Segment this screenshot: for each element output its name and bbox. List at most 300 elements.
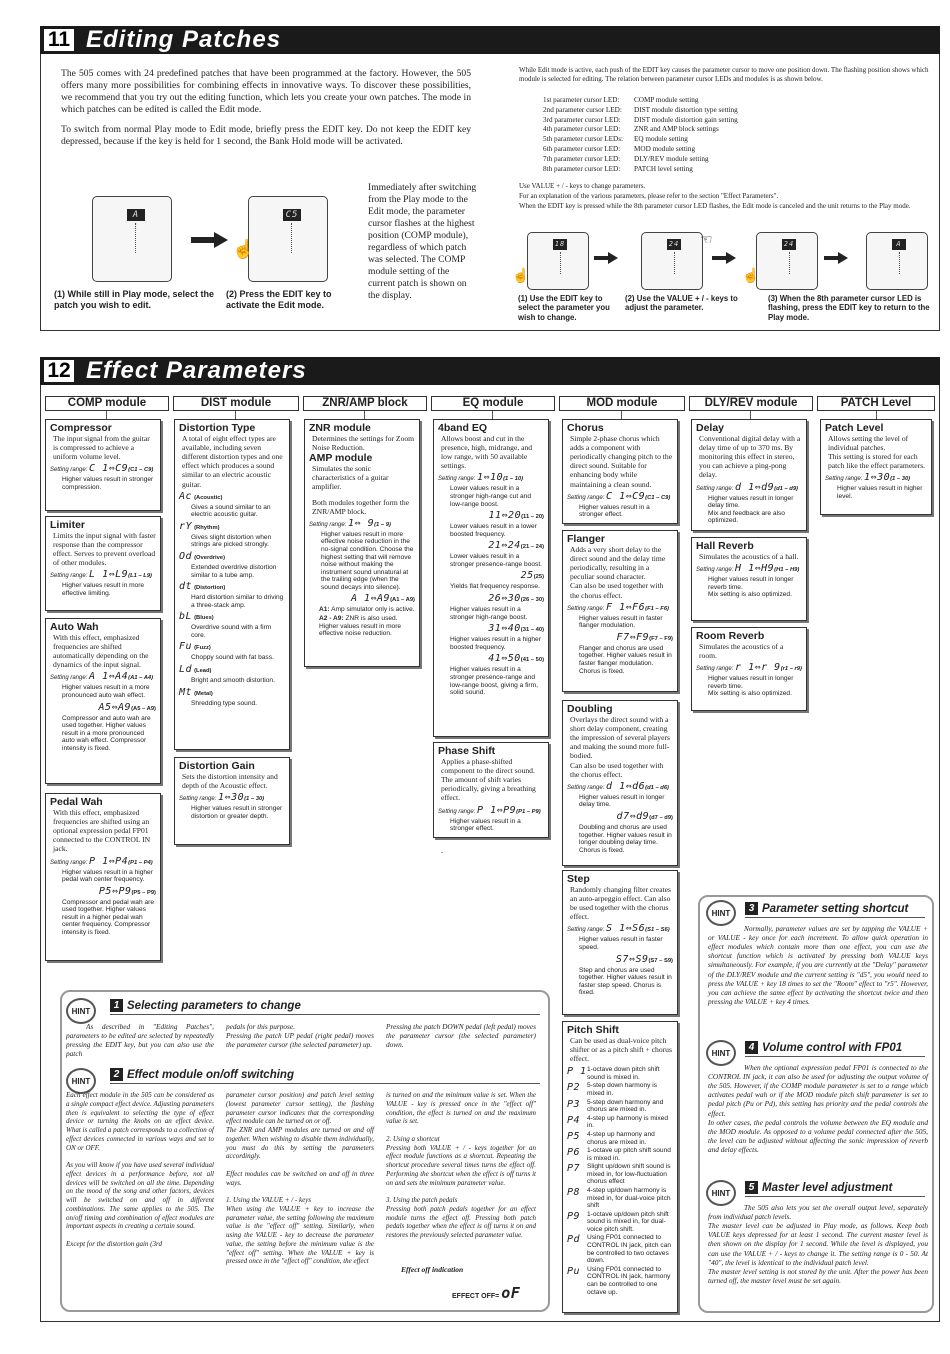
param-note: Higher values result in faster speed.: [579, 936, 663, 952]
pitch-desc: 1-octave down pitch shift sound is mixed in.: [587, 1066, 660, 1081]
lcd-value: P8: [567, 1187, 581, 1198]
type-desc: Hard distortion similar to driving a three-stack amp.: [191, 594, 284, 609]
setting-range: Setting range: S 1⇔S6(S1 – S6): [567, 923, 670, 935]
param-note: Step and chorus are used together. Higher values result in faster step speed. Chorus is fixed.: [579, 966, 672, 997]
lcd-value: P3: [567, 1098, 581, 1110]
hint-logo: HINT: [706, 1180, 736, 1206]
type-desc: Gives a sound similar to an electric acoustic guitar.: [191, 503, 271, 519]
right-explanation: For an explanation of the various parameters, please refer to the section "Effect Parameters".: [519, 192, 779, 200]
range-label: (A1 – A4): [128, 675, 154, 682]
param-title: Doubling: [567, 703, 613, 715]
pitch-desc: 4-step up/down harmony is mixed in, for dual-voice pitch shift: [587, 1187, 671, 1210]
cursor-leds: [291, 223, 293, 253]
range-label: (26 – 30): [520, 597, 544, 604]
effect-off-title: Effect off indication: [401, 1265, 464, 1274]
param-box-distortion-type: [174, 419, 290, 750]
param-box-pitch-shift: [562, 1021, 678, 1313]
param-box-distortion-gain: [174, 757, 290, 845]
range-label: (S7 – S9): [648, 957, 673, 964]
type-name: (Acoustic): [194, 494, 223, 501]
param-title: ZNR module: [309, 422, 371, 434]
param-box-phase-shift: [433, 742, 549, 838]
param-desc: Limits the input signal with faster response than the compressor effect. Serves to prevent overload of other modules.: [53, 531, 156, 568]
param-note: Higher values result in longer reverb time. Mix setting is also optimized.: [708, 675, 794, 698]
lcd-value: rY: [179, 520, 193, 532]
pitch-item: [567, 1147, 673, 1162]
hint-1-col-2: pedals for this purpose. Pressing the patch UP pedal (right pedal) moves the parameter cursor (the selected parameter) up.: [226, 1022, 374, 1050]
led-row: 5th parameter cursor LEDs: EQ module setting: [543, 135, 688, 144]
dist-type-item: [179, 611, 285, 639]
lcd-value: 1⇔ 9: [348, 517, 375, 529]
pitch-item: [567, 1266, 673, 1296]
param-title: Step: [567, 873, 590, 885]
range-label: (1 – 30): [890, 476, 911, 483]
hint-rule: [745, 1196, 925, 1197]
range-label: (L1 – L9): [128, 573, 152, 580]
lcd-value: dt: [179, 581, 193, 593]
param-box-chorus: [562, 419, 678, 524]
param-desc: Conventional digital delay with a delay time of up to 370 ms. By monitoring this effect in stereo, you can achieve a ping-pong delay.: [699, 434, 801, 480]
device-illustration-play-return: [866, 232, 928, 290]
param-note: Compressor and pedal wah are used together. Higher values result in a higher pedal wah center frequency. Compressor intensity is fixed.: [62, 898, 154, 937]
pitch-desc: Using FP01 connected to CONTROL IN jack, harmony can be controlled to one octave up.: [587, 1265, 671, 1296]
dist-type-item: [179, 521, 285, 549]
param-title: Compressor: [50, 422, 112, 434]
setting-range: Setting range: C 1⇔C9(C1 – C9): [50, 463, 154, 475]
type-desc: Overdrive sound with a firm core.: [191, 624, 272, 639]
param-title: Flanger: [567, 533, 605, 545]
param-note: Lower values result in a lower boosted frequency.: [450, 523, 537, 538]
param-note: Higher values result in higher level.: [837, 485, 923, 501]
type-name: (Metal): [194, 690, 213, 697]
setting-range: Setting range: A 1⇔A4(A1 – A4): [50, 671, 154, 683]
range-label: (P1 – P9): [516, 808, 541, 815]
lcd-value: S 1⇔S6: [606, 923, 646, 935]
range-label: (41 – 50): [520, 657, 544, 664]
param-note: Yields flat frequency response.: [450, 583, 540, 591]
range-label: (F7 – F9): [649, 635, 673, 642]
hint-logo: HINT: [66, 1068, 96, 1094]
param-title: Room Reverb: [696, 630, 765, 642]
dist-type-item: [179, 551, 285, 579]
device-display: A 1: [892, 239, 906, 250]
lcd-value: 41⇔50: [488, 653, 521, 665]
hint-4-text: When the optional expression pedal FP01 is connected to the CONTROL IN jack, it can also be used for adjusting the output volume of the 505. However, if the COMP module parameter is set to a range which activates pedal wah or if the MOD module pitch shift parameter is set to pedal pitch (Pu or Pd), this setting has priority and the pedal controls the effect. In other cases, the pedal controls the volume between the EQ module and the MOD module. As opposed to a volume pedal connected after the 505, the level can be adjusted without affecting the sonic impression of reverb and delay effects.: [708, 1063, 928, 1154]
lcd-value: C 1⇔C9: [606, 490, 646, 502]
param-title: Distortion Gain: [179, 760, 255, 772]
column-rule: [621, 411, 622, 419]
lcd-value: Pu: [567, 1265, 581, 1277]
range-label: (d1 – d9): [774, 485, 798, 492]
setting-range-2: [567, 954, 673, 966]
pitch-item: [567, 1066, 673, 1081]
param-note: Higher values result in stronger distortion or greater depth.: [191, 805, 283, 820]
param-desc: Both modules together form the ZNR/AMP block.: [312, 497, 410, 516]
setting-range: Setting range: F 1⇔F6(F1 – F6): [567, 601, 669, 613]
param-desc: Applies a phase-shifted component to the direct sound. The amount of shift varies periodically, giving a breathing effect.: [441, 757, 536, 803]
range-label: (P1 – P4): [128, 859, 153, 866]
type-name: (Overdrive): [194, 554, 226, 561]
param-box-patch-level: [820, 419, 932, 515]
range-label: (1 – 9): [374, 521, 391, 528]
param-title: 4band EQ: [438, 422, 488, 434]
lcd-value: d 1⇔d6: [606, 780, 646, 792]
hand-pointer-icon: ☝: [232, 239, 255, 259]
lcd-value: F7⇔F9: [616, 631, 650, 643]
hint-2-col-3: is turned on and the minimum value is set. When the VALUE - key is pressed once in the "effect off" condition, the effect is turned on and the maximum value is set. 2. Using a shortcut Pressing both VALUE + / - keys together for an effect module functions as a shortcut. Repeating the shortcut procedure several times turns the effect off. Performing the shortcut when the effect is off turns it on and sets the minimum parameter value. 3. Using the patch pedals Pressing both patch pedals together for an effect module turns the effect off. Pressing both patch pedals together when the effect is off turns it on and restores the previously selected parameter value.: [386, 1091, 536, 1239]
type-name: (Blues): [194, 615, 214, 622]
lcd-value: d7⇔d9: [616, 810, 650, 822]
section-title: Effect Parameters: [86, 357, 307, 384]
setting-range: Setting range: d 1⇔d6(d1 – d6): [567, 780, 669, 792]
lcd-value: 1⇔30: [218, 792, 245, 804]
param-note: Lower values result in a stronger presence-range boost.: [450, 553, 543, 568]
setting-range: Setting range: d 1⇔d9(d1 – d9): [696, 481, 798, 493]
led-row: 8th parameter cursor LED: PATCH level setting: [543, 164, 693, 173]
lcd-value: r 1⇔r 9: [735, 662, 781, 674]
lcd-value: 11⇔20: [488, 510, 522, 522]
effect-off-display: EFFECT OFF= oF: [452, 1284, 521, 1302]
param-title: Limiter: [50, 519, 86, 531]
type-desc: Gives slight distortion when strings are picked strongly.: [191, 533, 272, 549]
lcd-value: P 1: [567, 1066, 587, 1078]
device-display: A 1: [127, 209, 145, 221]
setting-range-2: [50, 886, 156, 898]
pitch-item: [567, 1082, 673, 1097]
setting-range-2: [567, 632, 673, 644]
lcd-value: oF: [501, 1284, 521, 1302]
cursor-leds: [789, 252, 791, 274]
pitch-item: [567, 1131, 673, 1146]
type-name: (Lead): [194, 668, 212, 675]
cursor-leds: [674, 252, 676, 274]
lcd-value: P6: [567, 1147, 581, 1159]
setting-range: Setting range: P 1⇔P4(P1 – P4): [50, 855, 153, 867]
param-note: Higher values result in longer reverb time. Mix setting is also optimized.: [708, 576, 794, 599]
pitch-desc: Using FP01 connected to CONTROL IN jack, pitch can be controlled to two octaves down.: [587, 1234, 672, 1265]
pitch-desc: Slight up/down shift sound is mixed in, for low-fluctuation chorus effect: [587, 1163, 671, 1186]
param-title: Chorus: [567, 422, 604, 434]
eq-range: [438, 653, 544, 665]
side-paragraph: Immediately after switching from the Play mode to the Edit mode, the parameter cursor flashes at the highest position (COMP module), regardless of which patch was selected. The COMP module setting of the current patch is shown on the display.: [368, 182, 477, 301]
module-header-mod: MOD module: [559, 396, 685, 411]
hint-rule: [745, 1056, 925, 1057]
led-row: 7th parameter cursor LED: DLY/REV module setting: [543, 154, 709, 163]
param-desc: Randomly changing filter creates an auto-arpeggio effect. Can also be used together with the chorus effect.: [570, 885, 672, 922]
right-caption-3: (3) When the 8th parameter cursor LED is flashing, press the EDIT key to return to the Play mode.: [768, 294, 930, 322]
right-intro: While Edit mode is active, each push of the EDIT key causes the parameter cursor to move one position down. The flashing position shows which module is selected for editing. The relation between parameter cursor LEDs and modules is as shown below.: [519, 66, 929, 84]
right-caption-1: (1) Use the EDIT key to select the parameter you wish to change.: [518, 294, 610, 322]
param-box-hall-reverb: [691, 537, 807, 621]
device-display: 24: [668, 240, 680, 248]
module-header-patch-level: PATCH Level: [817, 396, 935, 411]
hint-5-text: The 505 also lets you set the overall output level, separately from individual patch levels. The master level can be adjusted in Play mode, as follows. Keep both VALUE keys depressed for at least 1 second. The current master level is then shown on the display for 1 second. While the level is displayed, you can use the VALUE + / - keys to change it. The setting range is 0 - 50. At "40", the level is identical to the individual patch level. The master level setting is not stored by the unit. After the power has been turned off, the master level must be set again.: [708, 1203, 928, 1285]
type-name: (Rhythm): [194, 524, 220, 531]
param-box-pedal-wah: [45, 793, 161, 961]
lcd-value: d 1⇔d9: [735, 481, 775, 493]
pitch-desc: 1-octave up/down pitch shift sound is mixed in, for dual-voice pitch shift.: [587, 1210, 669, 1233]
section-number: 12: [44, 360, 74, 382]
param-note: Higher values result in a higher boosted frequency.: [450, 636, 541, 651]
eq-range: [438, 623, 544, 635]
lcd-value: 25: [520, 570, 534, 582]
param-desc: With this effect, emphasized frequencies are shifted automatically depending on the dynamics of the input signal.: [53, 633, 149, 670]
param-note: Higher values result in faster flanger modulation.: [579, 614, 663, 630]
hint-2-col-1: Each effect module in the 505 can be considered as a single compact effect device. Adjusting parameters then is equivalent to selecting the type of effect device or turning the knobs on an effect device. What is called a patch corresponds to a collection of effect devices connected in various ways and set to ON or OFF. As you will know if you have used several individual effect devices in a performance before, not all devices will be switched on all the time. Depending on the mood of the song and other factors, devices will be switched on and off in different combinations. The same applies to the 505. The on/off timing and combination of effect modules are important aspects in creating a certain sound. Except for the distortion gain (3rd: [66, 1091, 214, 1248]
range-label: (d1 – d6): [645, 784, 669, 791]
param-title: Phase Shift: [438, 745, 496, 757]
cursor-leds: [135, 223, 137, 253]
param-desc: Can be used as dual-voice pitch shifter or as a pitch shift + chorus effect.: [570, 1036, 672, 1064]
device-illustration-select: [527, 232, 589, 290]
led-table: [543, 96, 843, 174]
param-note: Higher values result in stronger compression.: [62, 476, 154, 491]
dist-type-item: [179, 687, 285, 708]
lcd-value: 21⇔24: [488, 540, 521, 552]
param-box-limiter: [45, 516, 161, 611]
setting-range: Setting range: 1⇔10(1 – 10): [438, 472, 524, 484]
param-title: Hall Reverb: [696, 540, 754, 552]
intro-paragraph-2: To switch from normal Play mode to Edit mode, briefly press the EDIT key. Do not keep the EDIT key depressed, because if the key is held for 1 second, the Bank Hold mode will be activated.: [61, 124, 471, 147]
param-note: Higher values result in more effective noise reduction in the no-signal condition. Choose the highest setting that will remove noise without making the instrument sound unnatural at the trailing edge (when the sound decays into silence).: [321, 530, 414, 591]
param-note: A1: Amp simulator only is active.: [319, 606, 415, 614]
led-row: 2nd parameter cursor LED: DIST module distortion type setting: [543, 105, 738, 114]
dist-type-item: [179, 581, 285, 609]
hint-1-col-1: As described in "Editing Patches", parameters to be edited are selected by repeatedly pressing the EDIT key, but you can also use the patch: [66, 1022, 214, 1059]
lcd-value: P4: [567, 1114, 581, 1126]
param-desc: The input signal from the guitar is compressed to achieve a uniform volume level.: [53, 434, 150, 462]
eq-range: [438, 570, 544, 582]
lcd-value: 31⇔40: [488, 623, 521, 635]
param-box-4band-eq: [433, 419, 549, 737]
param-desc: Determines the settings for Zoom Noise Reduction.: [312, 434, 415, 453]
param-desc: Simulates the sonic characteristics of a guitar amplifier.: [312, 464, 389, 492]
lcd-value: S7⇔S9: [615, 953, 649, 965]
param-desc: With this effect, emphasized frequencies are shifted using an optional expression pedal FP01 connected to the CONTROL IN jack.: [53, 808, 151, 854]
setting-range: Setting range: r 1⇔r 9(r1 – r9): [696, 662, 802, 674]
range-label: (25): [533, 574, 544, 581]
param-note: Compressor and auto wah are used together. Higher values result in a more pronounced auto wah effect. Compressor intensity is fixed.: [62, 714, 151, 752]
type-name: (Fuzz): [194, 645, 211, 652]
cursor-leds: [560, 252, 562, 274]
param-desc: Simple 2-phase chorus which adds a component with periodically changing pitch to the direct sound. Suitable for enhancing body while maintaining a clean sound.: [570, 434, 673, 489]
module-header-eq: EQ module: [431, 396, 555, 411]
lcd-value: 1⇔30: [864, 472, 891, 484]
setting-range-2: [567, 811, 673, 823]
type-desc: Shredding type sound.: [191, 699, 257, 707]
section-12-header: [40, 357, 940, 385]
pitch-desc: 4-step up harmony and chorus are mixed in.: [587, 1130, 655, 1146]
range-label: (C1 – C9): [645, 494, 671, 501]
right-caption-2: (2) Use the VALUE + / - keys to adjust the parameter.: [625, 294, 738, 313]
lcd-value: F 1⇔F6: [606, 601, 646, 613]
param-box-flanger: [562, 530, 678, 692]
lcd-value: Pd: [567, 1234, 581, 1246]
setting-range: Setting range: L 1⇔L9(L1 – L9): [50, 569, 152, 581]
column-rule: [492, 411, 493, 419]
hint-1-col-3: Pressing the patch DOWN pedal (left pedal) moves the parameter cursor (the selected parameter) down.: [386, 1022, 536, 1050]
cursor-leds: [899, 252, 901, 274]
type-name: (Distortion): [194, 585, 226, 592]
range-label: (H1 – H9): [774, 567, 800, 574]
range-label: (d7 – d9): [649, 814, 673, 821]
lcd-value: A 1⇔A4: [89, 671, 129, 683]
column-rule: [235, 411, 236, 419]
led-row: 4th parameter cursor LED: ZNR and AMP block settings: [543, 125, 719, 134]
column-rule: [750, 411, 751, 419]
eq-range: [438, 540, 544, 552]
range-label: (C1 – C9): [128, 467, 154, 474]
section-11-header: [40, 26, 940, 54]
stray-dot: .: [441, 846, 443, 855]
lcd-value: P7: [567, 1163, 581, 1175]
intro-paragraph-1: The 505 comes with 24 predefined patches that have been programmed at the factory. However, the 505 offers many more possibilities for combining effects in innovative ways. To discover these possibilities, we recommend that you try out the editing function, which lets you create your own patches. The mode in which patches can be edited is called the Edit mode.: [61, 68, 471, 115]
param-box-compressor: [45, 419, 161, 511]
param-box-step: [562, 870, 678, 1015]
param-note: Higher values result in a stronger effect.: [579, 503, 650, 519]
param-desc: Simulates the acoustics of a hall.: [699, 552, 799, 561]
param-note: Lower values result in a stronger high-range cut and low-range boost.: [450, 485, 532, 508]
hint-2-col-2: parameter cursor position) and patch level setting (lowest parameter cursor setting), the flashing parameter cursor indicates that the corresponding effect module can be turned on or off. The ZNR and AMP modules are turned on and off together. When wishing to disable them individually, you must do this by setting the parameters accordingly. Effect modules can be switched on and off in three ways. 1. Using the VALUE + / - keys When using the VALUE + key to increase the parameter value, the setting following the maximum value is the "effect off" setting. Similarly, when using the VALUE - key to decrease the parameter value, the setting before the minimum value is the "effect off" setting. When the VALUE + key is pressed once in the "effect off" condition, the effect: [226, 1091, 374, 1266]
lcd-value: Ac: [179, 490, 193, 502]
caption-step-1: (1) While still in Play mode, select the patch you wish to edit.: [54, 289, 215, 310]
hand-pointer-icon: ☜: [700, 233, 713, 248]
param-title: Delay: [696, 422, 725, 434]
device-illustration-adjust-2: [756, 232, 818, 290]
param-title: Pitch Shift: [567, 1024, 619, 1036]
param-note: Doubling and chorus are used together. Higher values result in longer doubling delay time. Chorus is fixed.: [579, 823, 672, 854]
device-display: 18: [554, 240, 566, 248]
param-desc: Sets the distortion intensity and depth of the Acoustic effect.: [182, 772, 278, 791]
lcd-value: A5⇔A9: [98, 701, 132, 713]
pitch-item: [567, 1187, 673, 1210]
param-desc: Allows setting the level of individual patches. This setting is stored for each patch like the effect parameters.: [828, 434, 926, 471]
param-note: Higher values result in a stronger presence-range and low-range boost, giving a firm, solid sound.: [450, 666, 538, 697]
column-rule: [876, 411, 877, 419]
param-desc: Overlays the direct sound with a short delay component, creating the impression of several players and making the sound more full-bodied. Can also be used together with the chorus effect.: [570, 715, 670, 779]
module-header-comp: COMP module: [45, 396, 169, 411]
hint-5-title: 5 Master level adjustment: [745, 1181, 892, 1195]
right-value-text: Use VALUE + / - keys to change parameters.: [519, 182, 646, 190]
setting-range: Setting range: 1⇔ 9(1 – 9): [309, 517, 391, 529]
hand-pointer-icon: ☝: [742, 269, 760, 284]
section-number: 11: [44, 29, 74, 51]
arrow-icon: [726, 252, 736, 264]
device-illustration-play: [92, 196, 172, 282]
param-note: Flanger and chorus are used together. Higher values result in faster flanger modulation. Chorus is fixed.: [579, 644, 672, 675]
pitch-desc: 4-step up harmony is mixed in.: [587, 1114, 668, 1130]
param-box-znr-amp: [304, 419, 420, 667]
range-label: (21 – 24): [520, 544, 544, 551]
hint-logo: HINT: [706, 1040, 736, 1066]
dist-type-item: [179, 641, 285, 662]
setting-range: Setting range: P 1⇔P9(P1 – P9): [438, 804, 541, 816]
hint-3-text: Normally, parameter values are set by tapping the VALUE + or VALUE - key once for each increment. To allow quick operation in effect modules which contain more than one effect, you can use the shortcut function which is activated by pressing both VALUE keys simultaneously. For example, if you are currently at the "Delay" parameter of the DLY/REV module and the current setting is "d5", you would need to press the VALUE + key 18 times to set the "Room" effect to "r5". However, you can achieve the same effect by activating the shortcut twice and then pressing the VALUE + key 4 times.: [708, 924, 928, 1006]
param-note: Higher values result in more effective limiting.: [62, 582, 145, 598]
dist-type-item: [179, 491, 285, 519]
range-label: (A5 – A9): [131, 705, 156, 712]
param-title: Distortion Type: [179, 422, 256, 434]
lcd-value: P 1⇔P4: [89, 855, 129, 867]
led-row: 6th parameter cursor LED: MOD module setting: [543, 144, 696, 153]
param-note: Higher values result in longer delay time. Mix and feedback are also optimized.: [708, 494, 794, 525]
range-label: (1 – 10): [503, 476, 524, 483]
param-box-delay: [691, 419, 807, 531]
range-label: (31 – 40): [520, 627, 544, 634]
setting-range: Setting range: H 1⇔H9(H1 – H9): [696, 563, 800, 575]
lcd-value: Mt: [179, 686, 193, 698]
range-label: (P5 – P9): [131, 889, 156, 896]
arrow-icon: [608, 252, 618, 264]
param-box-room-reverb: [691, 627, 807, 711]
range-label: (r1 – r9): [780, 666, 802, 673]
device-illustration-edit: [248, 196, 328, 282]
setting-range: Setting range: 1⇔30(1 – 30): [179, 792, 265, 804]
pitch-desc: 5-step down harmony is mixed in.: [587, 1082, 658, 1098]
caption-step-2: (2) Press the EDIT key to activate the Edit mode.: [226, 289, 332, 310]
lcd-value: P9: [567, 1210, 581, 1222]
param-desc: Allows boost and cut in the presence, high, midrange, and low range, with 50 available settings.: [441, 434, 533, 471]
range-label: (A1 – A9): [390, 597, 415, 604]
pitch-item: [567, 1115, 673, 1130]
hint-logo: HINT: [706, 900, 736, 926]
column-rule: [106, 411, 107, 419]
pitch-desc: 1-octave up pitch shift sound is mixed in.: [587, 1147, 671, 1162]
lcd-value: A 1⇔A9: [350, 593, 391, 605]
param-desc: A total of eight effect types are available, including seven different distortion types and one effect which produces a sound similar to an electric acoustic guitar.: [182, 434, 283, 489]
eq-range: [438, 510, 544, 522]
arrow-icon: [214, 232, 228, 248]
lcd-value: Ld: [179, 664, 193, 676]
setting-range-2: [50, 702, 156, 714]
eq-range: [438, 593, 544, 605]
pitch-item: [567, 1163, 673, 1186]
right-return-text: When the EDIT key is pressed while the 8th parameter cursor LED flashes, the Edit mode is canceled and the unit returns to the Play mode.: [519, 202, 911, 210]
module-header-znr-amp: ZNR/AMP block: [303, 396, 427, 411]
param-title: Pedal Wah: [50, 796, 103, 808]
lcd-value: P2: [567, 1082, 581, 1094]
hint-rule: [110, 1083, 540, 1084]
hint-1-title: 1 Selecting parameters to change: [110, 999, 301, 1013]
lcd-value: 26⇔30: [488, 593, 521, 605]
hint-logo: HINT: [66, 998, 96, 1024]
type-desc: Bright and smooth distortion.: [191, 677, 275, 685]
column-rule: [364, 411, 365, 419]
lcd-value: L 1⇔L9: [89, 569, 129, 581]
hint-rule: [110, 1014, 540, 1015]
hint-3-title: 3 Parameter setting shortcut: [745, 902, 908, 916]
lcd-value: Fu: [179, 641, 193, 653]
range-label: (S1 – S6): [645, 927, 670, 934]
pitch-item: [567, 1234, 673, 1264]
setting-range: Setting range: 1⇔30(1 – 30): [825, 472, 911, 484]
lcd-value: Od: [179, 550, 193, 562]
param-box-auto-wah: [45, 618, 161, 784]
device-illustration-adjust-1: [641, 232, 703, 290]
setting-range-2: [309, 593, 415, 605]
param-box-doubling: [562, 700, 678, 866]
param-desc: Simulates the acoustics of a room.: [699, 642, 784, 661]
hint-rule: [745, 917, 925, 918]
module-header-dist: DIST module: [173, 396, 299, 411]
lcd-value: bL: [179, 611, 193, 623]
pitch-item: [567, 1211, 673, 1234]
section-title: Editing Patches: [86, 26, 282, 53]
param-note: A2 - A9: ZNR is also used. Higher values result in more effective noise reduction.: [319, 614, 402, 638]
device-display: C5: [283, 209, 301, 221]
arrow-icon: [838, 252, 848, 264]
hand-pointer-icon: ☝: [512, 269, 530, 284]
